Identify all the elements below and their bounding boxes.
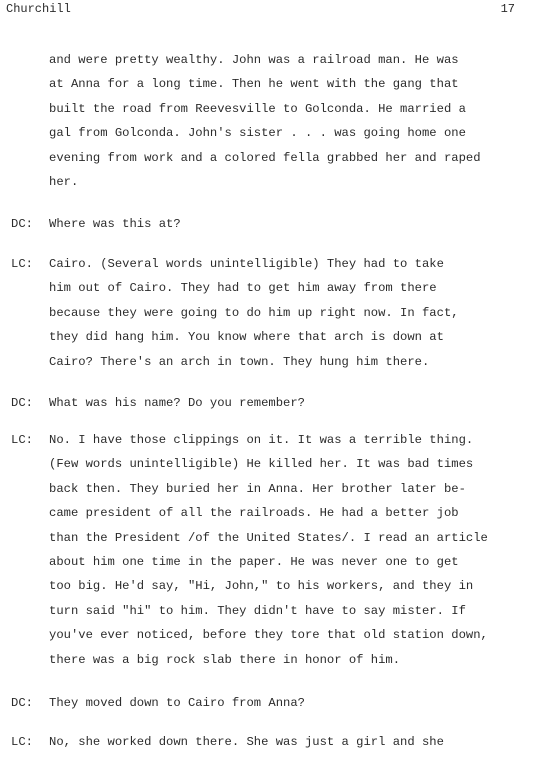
- turn-text: [49, 428, 533, 672]
- text-line: too big. He'd say, "Hi, John," to his workers, and they in: [49, 579, 474, 594]
- text-line: because they were going to do him up right now. In fact,: [49, 305, 459, 320]
- text-line: at Anna for a long time. Then he went with the gang that: [49, 77, 459, 92]
- paragraph-text: [49, 48, 533, 194]
- text-line: her.: [49, 174, 79, 189]
- speaker-label: LC:: [11, 433, 33, 447]
- text-line: and were pretty wealthy. John was a railroad man. He was: [49, 53, 459, 67]
- text-line: Cairo? There's an arch in town. They hung him there.: [49, 354, 430, 369]
- turn-text: [49, 252, 533, 374]
- text-line: him out of Cairo. They had to get him away from there: [49, 281, 437, 296]
- speaker-label: LC:: [11, 257, 33, 271]
- text-line: Where was this at?: [49, 217, 181, 231]
- text-line: about him one time in the paper. He was never one to get: [49, 554, 459, 569]
- text-line: They moved down to Cairo from Anna?: [49, 696, 305, 710]
- text-line: you've ever noticed, before they tore that old station down,: [49, 628, 488, 643]
- text-line: Cairo. (Several words unintelligible) They had to take: [49, 257, 444, 271]
- turn-text: [49, 212, 533, 236]
- text-line: (Few words unintelligible) He killed her. It was bad times: [49, 457, 474, 472]
- turn-text: [49, 730, 533, 754]
- text-line: they did hang him. You know where that arch is down at: [49, 330, 444, 345]
- speaker-label: DC:: [11, 396, 33, 410]
- turn-text: [49, 391, 533, 415]
- text-line: there was a big rock slab there in honor of him.: [49, 652, 401, 667]
- text-line: evening from work and a colored fella grabbed her and raped: [49, 150, 481, 165]
- text-line: turn said "hi" to him. They didn't have to say mister. If: [49, 603, 466, 618]
- speaker-label: DC:: [11, 696, 33, 710]
- text-line: than the President /of the United States/. I read an article: [49, 530, 488, 545]
- turn-text: [49, 691, 533, 715]
- text-line: No, she worked down there. She was just a girl and she: [49, 735, 444, 749]
- text-line: back then. They buried her in Anna. Her brother later be-: [49, 481, 466, 496]
- text-line: came president of all the railroads. He had a better job: [49, 506, 459, 521]
- page-number: 17: [500, 2, 515, 16]
- speaker-label: LC:: [11, 735, 33, 749]
- text-line: gal from Golconda. John's sister . . . was going home one: [49, 126, 466, 141]
- text-line: built the road from Reevesville to Golconda. He married a: [49, 101, 466, 116]
- speaker-label: DC:: [11, 217, 33, 231]
- text-line: What was his name? Do you remember?: [49, 396, 305, 410]
- text-line: No. I have those clippings on it. It was a terrible thing.: [49, 433, 474, 447]
- header-name: Churchill: [6, 2, 71, 16]
